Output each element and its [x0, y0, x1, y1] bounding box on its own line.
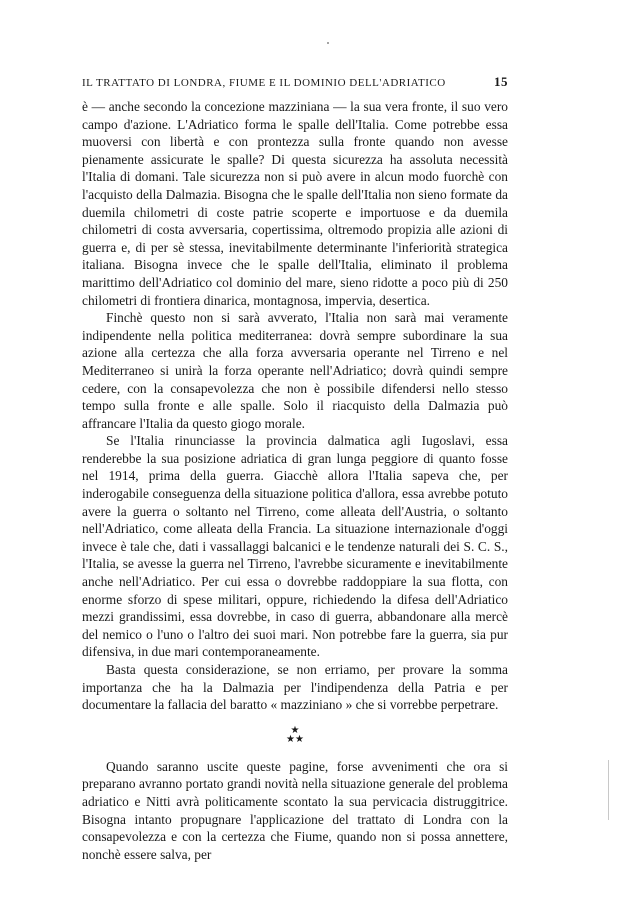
scan-edge-mark: [608, 760, 609, 820]
print-speck: [327, 42, 329, 44]
body-text: [82, 98, 508, 863]
paragraph-3: Se l'Italia rinunciasse la provincia dalmatica agli Iugoslavi, essa renderebbe la sua posizione adriatica di gran lunga peggiore di quanto fosse nel 1914, prima della guerra. Giacchè allora l'Italia sapeva che, per inderogabile conseguenza della situazione politica d'allora, essa avrebbe potuto avere la guerra o soltanto nel Tirreno, come alleata dell'Austria, o soltanto nell'Adriatico, come alleata della Francia. La situazione internazionale d'oggi invece è tale che, dati i vassallaggi balcanici e le tendenze naturali dei S. C. S., l'Italia, se avesse la guerra nel Tirreno, l'avrebbe sicuramente e inevitabilmente anche nell'Adriatico. Per cui essa o dovrebbe raddoppiare la sua flotta, con enorme sforzo di spese militari, oppure, richiedendo la difesa dell'Adriatico mezzi grandissimi, essa dovrebbe, in caso di guerra, abbandonare alla mercè del nemico o l'uno o l'altro dei suoi mari. Non potrebbe fare la guerra, sia pur difensiva, in due mari contemporaneamente.: [82, 433, 508, 660]
asterism-bottom: ★★: [286, 733, 304, 745]
paragraph-5: Quando saranno uscite queste pagine, forse avvenimenti che ora si preparano avranno portato grandi novità nella situazione generale del problema adriatico e Nitti avrà politicamente scontato la sua pervicacia distruggitrice. Bisogna intanto propugnare l'applicazione del trattato di Londra con la consapevolezza e con la certezza che Fiume, quando non si possa annettere, nonchè essere salva, per: [82, 758, 508, 862]
paragraph-2: Finchè questo non si sarà avverato, l'Italia non sarà mai veramente indipendente nella politica mediterranea: dovrà sempre subordinare la sua azione alla certezza che alla forza avversaria operante nel Tirreno e nel Mediterraneo si unirà la forza operante nell'Adriatico; dovrà quindi sempre cedere, con la consapevolezza che non è possibile difendersi nello stesso tempo sulla fronte e alle spalle. Solo il riacquisto della Dalmazia può affrancare l'Italia da questo giogo morale.: [82, 310, 508, 431]
paragraph-1: è — anche secondo la concezione mazziniana — la sua vera fronte, il suo vero campo d'azione. L'Adriatico forma le spalle dell'Italia. Come potrebbe essa muoversi con libertà e con prontezza sulla fronte quando non avesse pienamente assicurate le spalle? Di questa sicurezza ha assoluta necessità l'Italia di domani. Tale sicurezza non si può avere in alcun modo fuorchè con l'acquisto della Dalmazia. Bisogna che le spalle dell'Italia non sieno formate da duemila chilometri di coste patrie scoperte e importuose e da duemila chilometri di costa avversaria, copertissima, oltremodo propizia alle azioni di guerra e, di per sè stessa, inevitabilmente determinante l'inferiorità strategica italiana. Bisogna invece che le spalle dell'Italia, eliminato il problema marittimo dell'Adriatico col dominio del mare, sieno ridotte a poco più di 250 chilometri di frontiera dinarica, montagnosa, impervia, desertica.: [82, 99, 508, 308]
asterism-top: ★: [290, 724, 300, 736]
paragraph-4: Basta questa considerazione, se non erriamo, per provare la somma importanza che ha la Dalmazia per l'indipendenza della Patria e per documentare la fallacia del baratto « mazziniano » che si vorrebbe perpetrare.: [82, 662, 508, 713]
running-title: IL TRATTATO DI LONDRA, FIUME E IL DOMINIO DELL'ADRIATICO: [82, 77, 446, 89]
section-separator: [82, 726, 508, 744]
page-number: 15: [494, 74, 508, 89]
running-header: [82, 74, 508, 90]
